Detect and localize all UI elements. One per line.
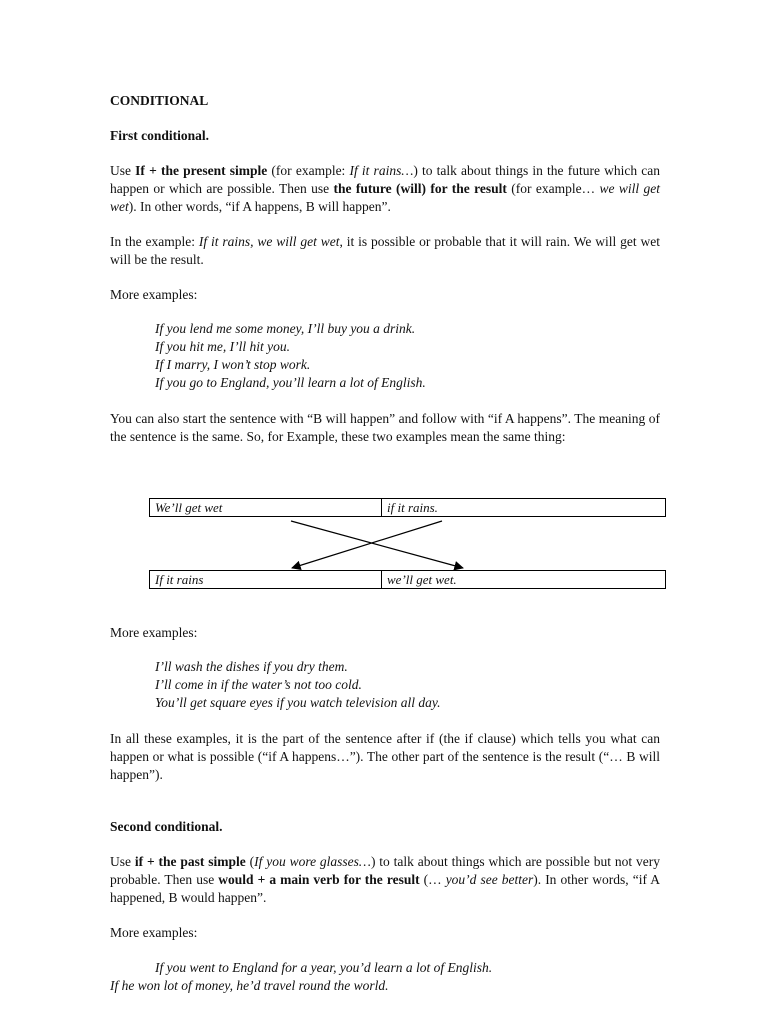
example-sentence: If he won lot of money, he’d travel round the world. [110, 978, 389, 993]
text-run: (for example… [506, 181, 600, 196]
example-sentence: If you went to England for a year, you’d learn a lot of English. [155, 960, 493, 975]
diagram-bottom-row [149, 570, 666, 589]
example-sentence: If you hit me, I’ll hit you. [155, 339, 290, 354]
clause-order-diagram [149, 498, 666, 590]
first-conditional-intro [110, 162, 660, 216]
example-sentence: If you go to England, you’ll learn a lot of English. [155, 375, 426, 390]
italic-run: If it rains, we will get wet [198, 234, 340, 249]
page-title: CONDITIONAL [110, 93, 209, 108]
example-sentence: I’ll wash the dishes if you dry them. [155, 659, 348, 674]
text-run: Use [110, 163, 136, 178]
text-run: , it is possible or probable that it will rain. We will get wet will be the result. [110, 234, 661, 267]
first-conditional-explanation [110, 233, 660, 269]
second-conditional-heading: Second conditional. [110, 819, 223, 834]
example-sentence: If you lend me some money, I’ll buy you a drink. [155, 321, 416, 336]
text-run: ). In other words, “if A happens, B will happen”. [128, 199, 391, 214]
italic-run: If you wore glasses… [254, 854, 371, 869]
text-run: Use [110, 854, 135, 869]
diagram-cell: if it rains. [387, 500, 438, 515]
bold-run: If + the present simple [135, 163, 268, 178]
italic-run: If it rains… [349, 163, 414, 178]
text-run: (for example: [267, 163, 350, 178]
example-sentence: If I marry, I won’t stop work. [155, 357, 311, 372]
text-run: In the example: [110, 234, 199, 249]
diagram-cell: If it rains [150, 571, 382, 588]
example-list [155, 320, 426, 392]
diagram-cell: We’ll get wet [150, 499, 382, 516]
italic-run: we will get wet [110, 181, 660, 214]
second-conditional-intro [110, 853, 660, 907]
italic-run: you’d see better [445, 872, 534, 887]
text-run: (… [419, 872, 446, 887]
diagram-cell: we’ll get wet. [387, 572, 457, 587]
bold-run: if + the past simple [134, 854, 246, 869]
bold-run: would + a main verb for the result [218, 872, 420, 887]
more-examples-label: More examples: [110, 287, 198, 302]
order-explanation: You can also start the sentence with “B will happen” and follow with “if A happens”. The meaning of the sentence is the same. So, for Example, these two examples mean the same thing: [110, 411, 660, 444]
more-examples-label: More examples: [110, 925, 198, 940]
if-clause-explanation: In all these examples, it is the part of the sentence after if (the if clause) which tells you what can happen or what is possible (“if A happens…”). The other part of the sentence is the result (“… B will happen”). [110, 731, 660, 782]
bold-run: the future (will) for the result [333, 181, 507, 196]
text-run: ) to talk about things in the future which can happen or which are possible. Then use [110, 163, 660, 196]
example-sentence: I’ll come in if the water’s not too cold. [155, 677, 362, 692]
first-conditional-heading: First conditional. [110, 128, 210, 143]
example-sentence: You’ll get square eyes if you watch television all day. [155, 695, 441, 710]
text-run: ) to talk about things which are possible but not very probable. Then use [110, 854, 660, 887]
text-run: ( [245, 854, 255, 869]
more-examples-label: More examples: [110, 625, 198, 640]
text-run: ). In other words, “if A happened, B would happen”. [110, 872, 660, 905]
example-list [155, 658, 440, 712]
